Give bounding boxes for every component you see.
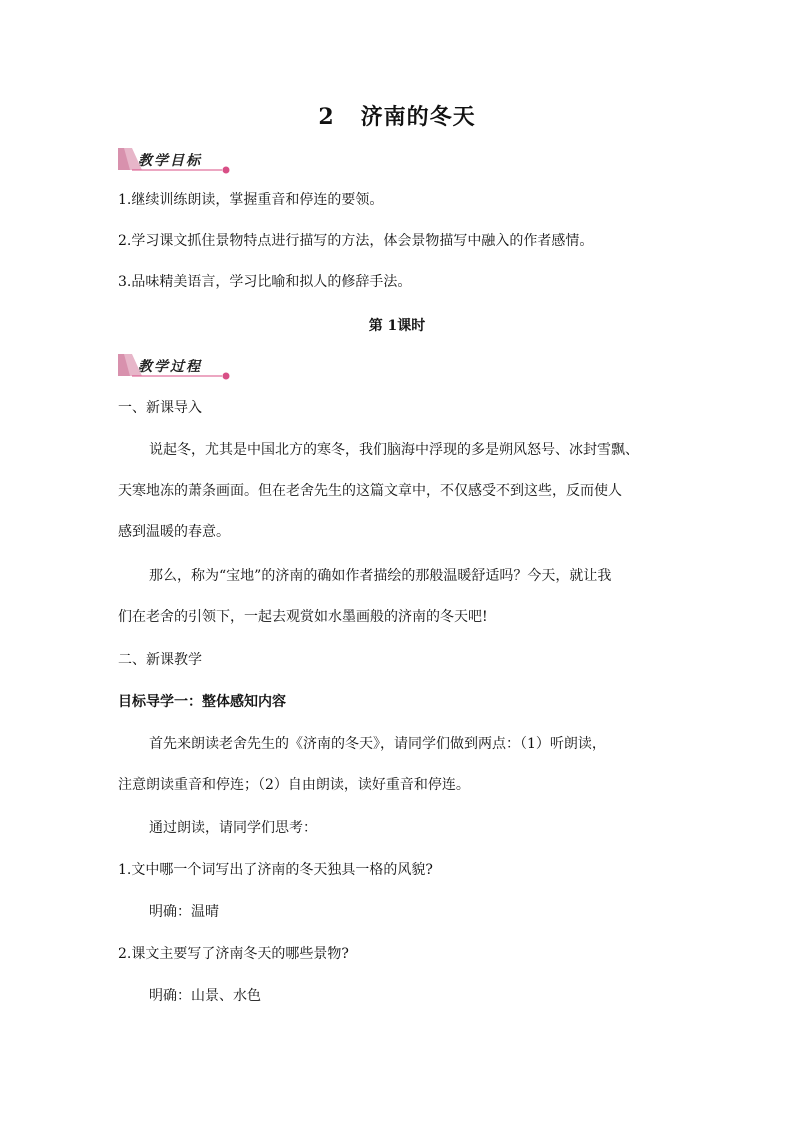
paragraph-line: 们在老舍的引领下，一起去观赏如水墨画般的济南的冬天吧! <box>118 609 488 625</box>
badge-label: 教学过程 <box>138 359 202 375</box>
badge-label: 教学目标 <box>138 153 202 169</box>
paragraph-line: 说起冬，尤其是中国北方的寒冬，我们脑海中浮现的多是朔风怒号、冰封雪飘、 <box>149 442 639 458</box>
page-title <box>0 100 794 131</box>
section-heading: 一、新课导入 <box>118 400 202 416</box>
section-badge-goals <box>118 146 238 176</box>
question: 2.课文主要写了济南冬天的哪些景物? <box>118 946 349 962</box>
paragraph-line: 感到温暖的春意。 <box>118 524 230 540</box>
section-badge-process <box>118 352 238 382</box>
target-heading: 目标导学一：整体感知内容 <box>118 694 286 710</box>
paragraph-line: 天寒地冻的萧条画面。但在老舍先生的这篇文章中，不仅感受不到这些，反而使人 <box>118 483 622 499</box>
paragraph-line: 通过朗读，请同学们思考： <box>149 820 317 836</box>
goal-item: 1.继续训练朗读，掌握重音和停连的要领。 <box>118 192 384 208</box>
question: 1.文中哪一个词写出了济南的冬天独具一格的风貌? <box>118 862 433 878</box>
goal-item: 3.品味精美语言，学习比喻和拟人的修辞手法。 <box>118 274 412 290</box>
paragraph-line: 首先来朗读老舍先生的《济南的冬天》，请同学们做到两点：（1）听朗读， <box>149 736 606 752</box>
answer: 明确：山景、水色 <box>149 988 261 1004</box>
paragraph-line: 注意朗读重音和停连；（2）自由朗读，读好重音和停连。 <box>118 777 470 793</box>
section-heading: 二、新课教学 <box>118 652 202 668</box>
lesson-number: 2 <box>318 104 335 130</box>
answer: 明确：温晴 <box>149 904 219 920</box>
lesson-title: 济南的冬天 <box>360 104 476 130</box>
goal-item: 2.学习课文抓住景物特点进行描写的方法，体会景物描写中融入的作者感情。 <box>118 233 594 249</box>
lesson-heading: 第 1课时 <box>368 318 426 334</box>
paragraph-line: 那么，称为“宝地”的济南的确如作者描绘的那般温暖舒适吗？今天，就让我 <box>149 568 612 584</box>
